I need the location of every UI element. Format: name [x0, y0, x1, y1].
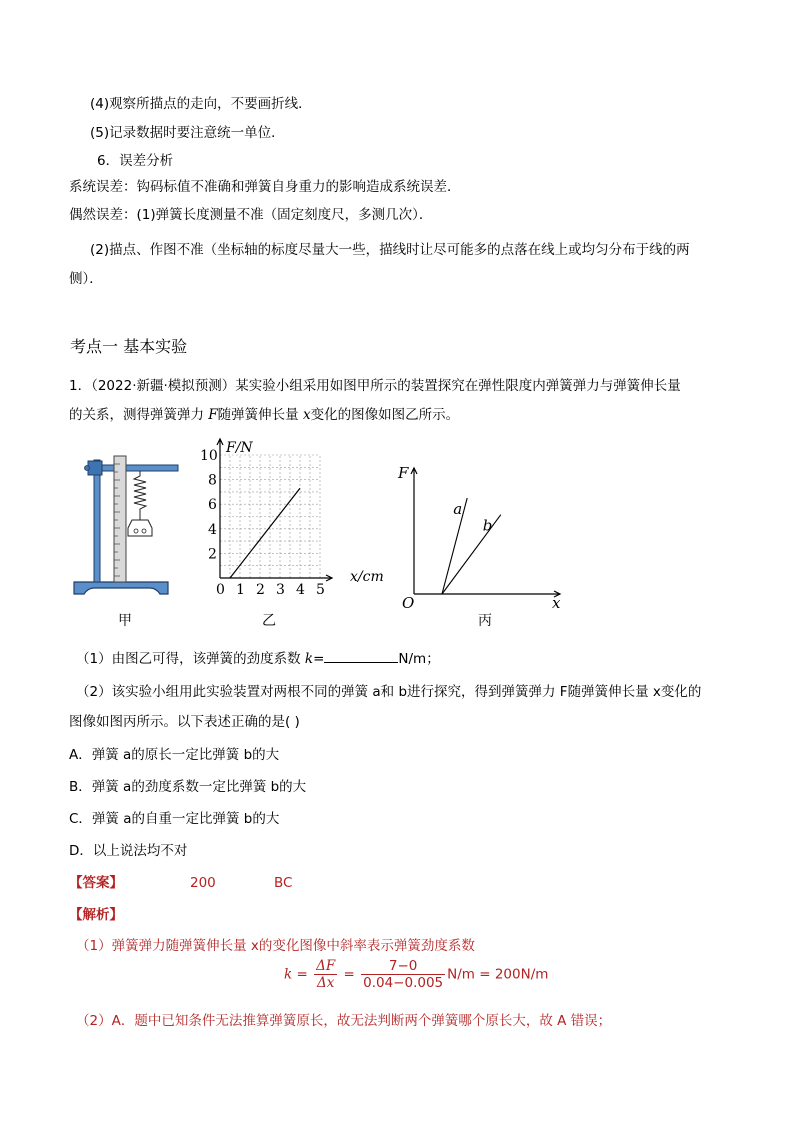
q1-eq: = [313, 651, 325, 667]
q1-answer-blank[interactable] [324, 650, 398, 663]
yi-y-tick-label: 4 [208, 521, 217, 538]
analysis-p1: （1）弹簧弹力随弹簧伸长量 x的变化图像中斜率表示弹簧劲度系数 [76, 938, 475, 954]
q2-line1: （2）该实验小组用此实验装置对两根不同的弹簧 a和 b进行探究，得到弹簧弹力 F随弹簧伸长量 x变化的 [76, 684, 702, 700]
formula-k: k [284, 966, 293, 983]
section-title: 考点一 基本实验 [70, 337, 188, 356]
formula-frac-2 [361, 958, 445, 991]
yi-x-tick-label: 2 [256, 582, 265, 598]
yi-y-tick-label: 8 [208, 472, 217, 489]
bing-y-axis-label: F [398, 464, 409, 482]
figure-bing-chart [396, 456, 568, 612]
stem-text-b: 随弹簧伸长量 [217, 407, 303, 423]
analysis-p2: （2）A．题中已知条件无法推算弹簧原长，故无法判断两个弹簧哪个原长大，故 A 错误； [76, 1013, 612, 1029]
q2-line2: 图像如图丙所示。以下表述正确的是( ) [69, 714, 300, 730]
formula-den-1: Δx [316, 975, 335, 991]
question-stem-line1: 1．（2022·新疆·模拟预测）某实验小组采用如图甲所示的装置探究在弹性限度内弹簧弹力与弹簧伸长量 [69, 378, 681, 394]
figure-yi-label: 乙 [262, 613, 276, 629]
q1-suffix: N/m； [398, 651, 440, 667]
option-c[interactable]: C．弹簧 a的自重一定比弹簧 b的大 [69, 811, 280, 827]
intro-section6: 6．误差分析 [97, 153, 174, 169]
bing-series-label-b: b [482, 516, 493, 535]
answer-value-2: BC [274, 875, 293, 891]
figure-jia-label: 甲 [118, 613, 132, 629]
yi-axes [217, 439, 332, 581]
formula-result: N/m = 200N/m [447, 966, 549, 983]
yi-y-axis-label: F/N [226, 440, 253, 456]
stem-text-a: 的关系，测得弹簧弹力 [69, 407, 209, 423]
q1-var-k: k [304, 651, 314, 667]
yi-x-tick-label: 0 [216, 582, 225, 598]
bing-origin-label: O [402, 594, 415, 612]
figure-yi-chart [196, 436, 392, 608]
yi-x-tick-label: 4 [296, 582, 305, 598]
bing-series [442, 498, 501, 594]
option-d[interactable]: D．以上说法均不对 [69, 843, 188, 859]
formula-eq1: = [296, 966, 308, 983]
q1-line [76, 650, 440, 668]
yi-x-tick-label: 1 [236, 582, 245, 598]
yi-series-line [230, 488, 300, 578]
figure-jia-apparatus [68, 448, 180, 600]
formula-eq2: = [343, 966, 355, 983]
yi-series [230, 488, 300, 578]
stem-var-F: F [208, 407, 218, 423]
intro-step5: (5)记录数据时要注意统一单位． [90, 125, 285, 141]
figure-bing-label: 丙 [478, 613, 492, 629]
formula-den-2: 0.04−0.005 [363, 975, 444, 991]
answer-label: 【答案】 [69, 875, 123, 891]
yi-y-tick-label: 2 [208, 546, 217, 563]
q1-prefix: （1）由图乙可得，该弹簧的劲度系数 [76, 651, 305, 667]
intro-random2a: (2)描点、作图不准（坐标轴的标度尽量大一些，描线时让尽可能多的点落在线上或均匀分布于线的两 [90, 242, 690, 258]
bing-x-axis-label: x [552, 594, 561, 612]
answer-value-1: 200 [190, 875, 216, 891]
yi-y-tick-label: 10 [200, 448, 218, 464]
intro-random2b: 侧）． [69, 271, 103, 287]
yi-x-axis-label: x/cm [350, 569, 384, 585]
stem-text-c: 变化的图像如图乙所示。 [310, 407, 460, 423]
stem-var-x: x [302, 407, 311, 423]
intro-random1: 偶然误差：(1)弹簧长度测量不准（固定刻度尺，多测几次）． [69, 207, 433, 223]
analysis-label: 【解析】 [69, 907, 123, 923]
analysis-formula [284, 958, 548, 991]
yi-ticks [200, 448, 325, 598]
formula-num-1: ΔF [316, 958, 336, 974]
option-a[interactable]: A．弹簧 a的原长一定比弹簧 b的大 [69, 747, 280, 763]
intro-systematic: 系统误差：钩码标值不准确和弹簧自身重力的影响造成系统误差． [69, 179, 461, 195]
option-b[interactable]: B．弹簧 a的劲度系数一定比弹簧 b的大 [69, 779, 307, 795]
bing-series-label-a: a [453, 500, 463, 518]
yi-x-tick-label: 5 [316, 582, 325, 598]
yi-x-tick-label: 3 [276, 582, 285, 598]
intro-step4: (4)观察所描点的走向，不要画折线． [90, 96, 312, 112]
formula-frac-1 [314, 958, 337, 991]
yi-grid [220, 455, 320, 578]
question-stem-line2 [69, 406, 459, 424]
yi-y-tick-label: 6 [208, 497, 217, 514]
formula-num-2: 7−0 [361, 958, 445, 975]
